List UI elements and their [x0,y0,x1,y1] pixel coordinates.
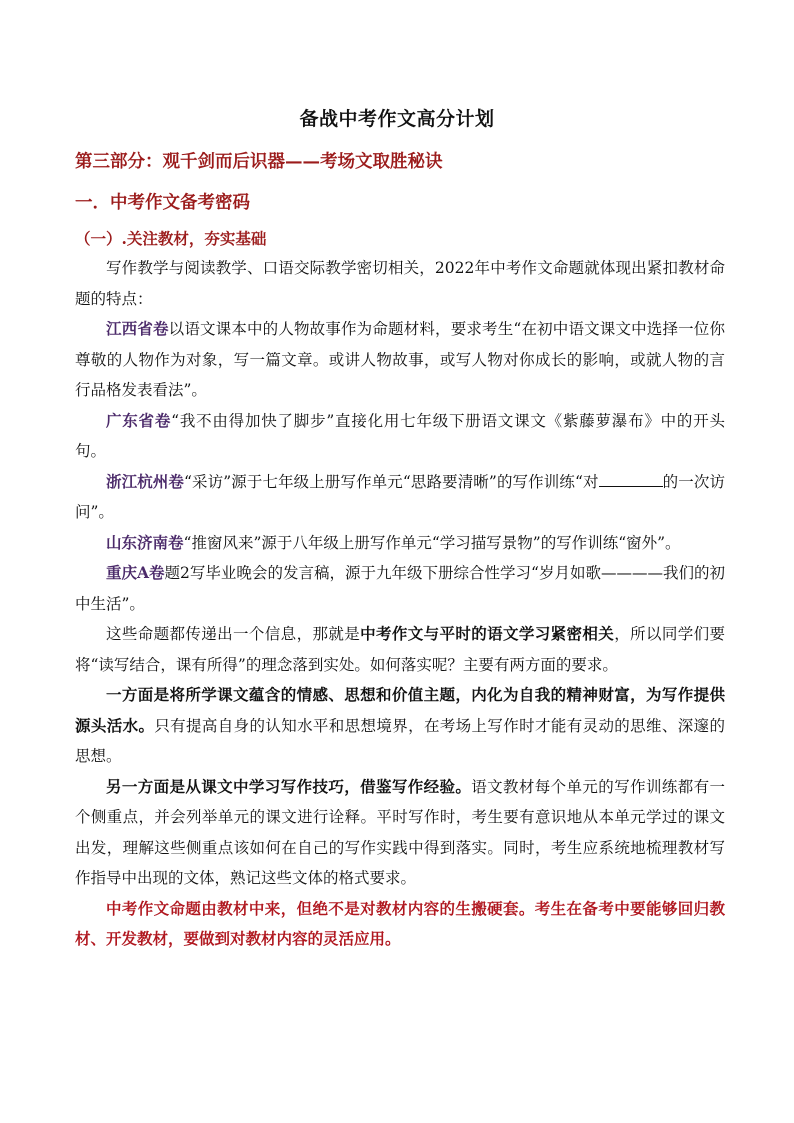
conclusion-paragraph [75,894,725,955]
example-text: 以语文课本中的人物故事作为命题材料，要求考生“在初中语文课文中选择一位你尊敬的人物作为对象，写一篇文章。或讲人物故事，或写人物对你成长的影响，或就人物的言行品格发表看法”。 [75,320,725,399]
example-text: 题2写毕业晚会的发言稿，源于九年级下册综合性学习“岁月如歌————我们的初中生活”。 [75,564,725,613]
section-heading: 一．中考作文备考密码 [75,193,250,213]
point-one-text: 只有提高自身的认知水平和思想境界，在考场上写作时才能有灵动的思维、深邃的思想。 [75,716,725,765]
example-jinan [75,528,725,559]
document-body [75,253,725,955]
document-title: 备战中考作文高分计划 [299,108,495,130]
summary-emphasis: 中考作文与平时的语文学习紧密相关 [360,624,615,643]
example-text: 的一次访问”。 [75,472,725,521]
intro-paragraph [75,253,725,314]
point-two-text: 语文教材每个单元的写作训练都有一个侧重点，并会列举单元的课文进行诠释。平时写作时，考生要有意识地从本单元学过的课文出发，理解这些侧重点该如何在自己的写作实践中得到落实。同时，考生应系统地梳理教材写作指导中出现的文体，熟记这些文体的格式要求。 [75,777,725,887]
point-one-paragraph [75,680,725,772]
conclusion-text: 中考作文命题由教材中来，但绝不是对教材内容的生搬硬套。考生在备考中要能够回归教材、开发教材，要做到对教材内容的灵活应用。 [75,898,725,948]
example-text: “我不由得加快了脚步”直接化用七年级下册语文课文《紫藤萝瀑布》中的开头句。 [75,411,725,460]
example-jiangxi [75,314,725,406]
part-heading: 第三部分：观千剑而后识器——考场文取胜秘诀 [75,152,443,172]
summary-paragraph [75,619,725,680]
example-hangzhou [75,467,725,528]
example-chongqing [75,558,725,619]
summary-text: 这些命题都传递出一个信息，那就是 [106,625,361,643]
region-label: 江西省卷 [106,319,169,338]
subsection-heading: （一）.关注教材，夯实基础 [75,229,267,248]
point-two-emphasis: 另一方面是从课文中学习写作技巧，借鉴写作经验。 [106,776,472,796]
example-text: “推窗风来”源于八年级上册写作单元“学习描写景物”的写作训练“窗外”。 [183,533,681,552]
fill-in-blank [599,472,663,487]
example-guangdong [75,406,725,467]
region-label: 山东济南卷 [106,532,184,552]
intro-text: 写作教学与阅读教学、口语交际教学密切相关，2022年中考作文命题就体现出紧扣教材命题的特点： [75,259,725,308]
summary-text: ，所以同学们要将“读写结合，课有所得”的理念落到实处。如何落实呢？主要有两方面的要求。 [75,625,725,674]
region-label: 浙江杭州卷 [106,471,185,491]
example-text: “采访”源于七年级上册写作单元“思路要清晰”的写作训练“对 [184,472,599,491]
region-label: 广东省卷 [106,410,172,430]
region-label: 重庆A卷 [106,563,165,582]
point-two-paragraph [75,772,725,894]
point-one-emphasis: 一方面是将所学课文蕴含的情感、思想和价值主题，内化为自我的精神财富，为写作提供源头活水。 [75,685,725,735]
